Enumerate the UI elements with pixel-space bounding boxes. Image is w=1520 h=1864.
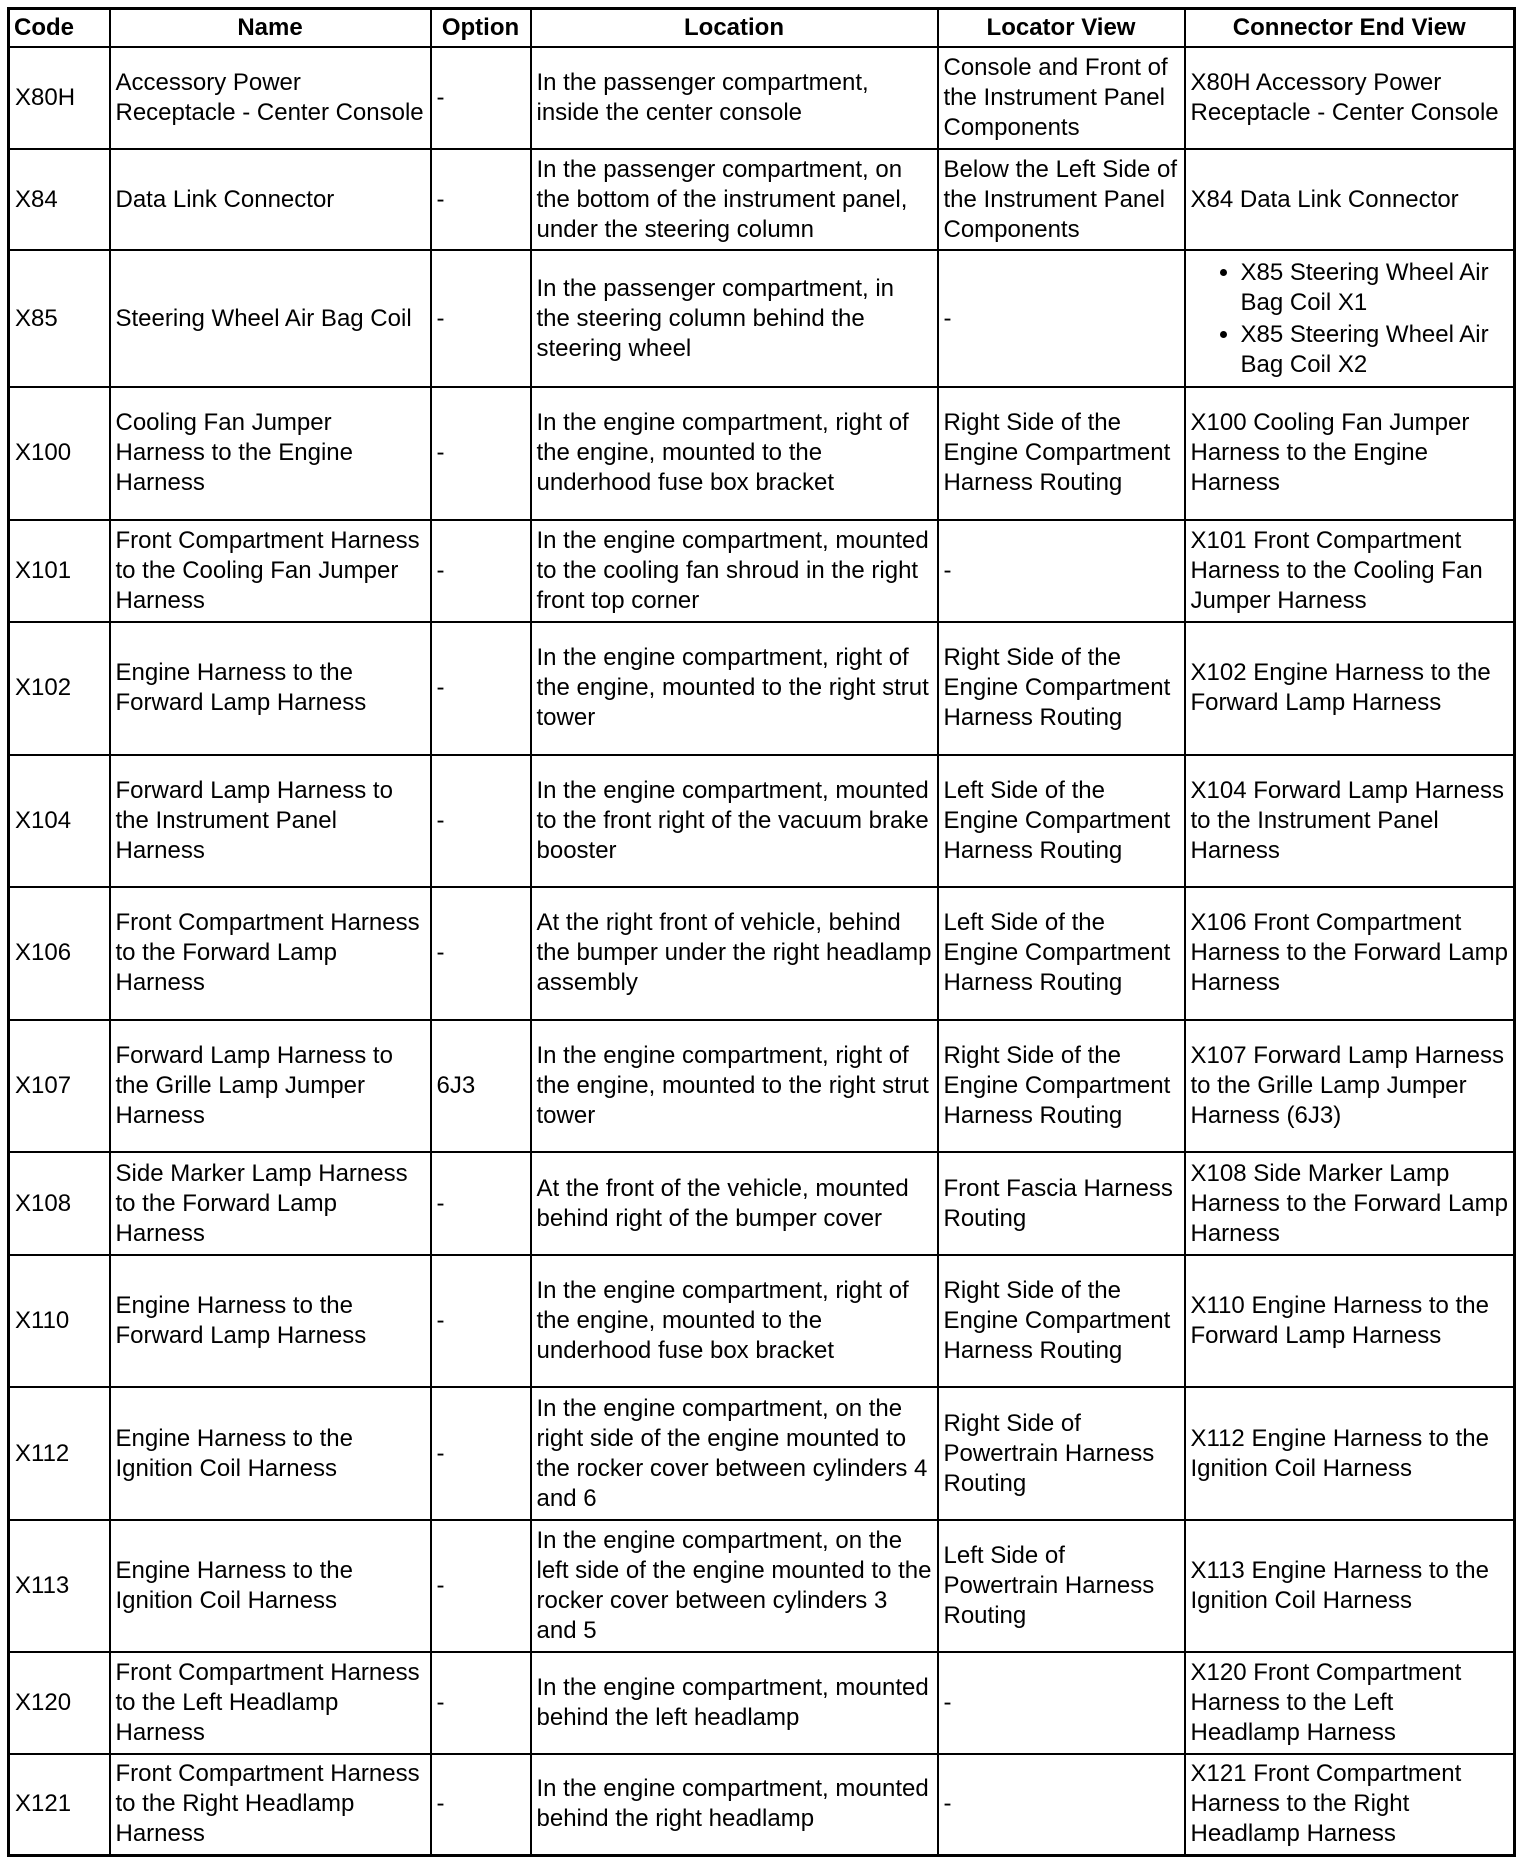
cell-locator-view: Right Side of the Engine Compartment Harness Routing bbox=[938, 1255, 1185, 1388]
cell-option: - bbox=[431, 1520, 531, 1653]
cell-connector-end-view: X110 Engine Harness to the Forward Lamp Harness bbox=[1185, 1255, 1515, 1388]
table-row bbox=[9, 149, 1515, 250]
cell-connector-end-view: X120 Front Compartment Harness to the Left Headlamp Harness bbox=[1185, 1652, 1515, 1753]
cell-connector-end-view: X108 Side Marker Lamp Harness to the Forward Lamp Harness bbox=[1185, 1152, 1515, 1254]
cell-location: In the engine compartment, on the left side of the engine mounted to the rocker cover between cylinders 3 and 5 bbox=[531, 1520, 938, 1653]
cell-name: Front Compartment Harness to the Cooling Fan Jumper Harness bbox=[110, 520, 431, 622]
cell-locator-view: Right Side of the Engine Compartment Harness Routing bbox=[938, 622, 1185, 755]
connector-table bbox=[7, 7, 1516, 1857]
cell-location: In the passenger compartment, on the bottom of the instrument panel, under the steering column bbox=[531, 149, 938, 250]
cell-name: Side Marker Lamp Harness to the Forward Lamp Harness bbox=[110, 1152, 431, 1254]
cell-location: At the right front of vehicle, behind the bumper under the right headlamp assembly bbox=[531, 887, 938, 1020]
cell-location: In the engine compartment, right of the engine, mounted to the right strut tower bbox=[531, 622, 938, 755]
cell-connector-end-view: X121 Front Compartment Harness to the Right Headlamp Harness bbox=[1185, 1754, 1515, 1856]
cell-locator-view: - bbox=[938, 1754, 1185, 1856]
header-name: Name bbox=[110, 9, 431, 47]
cell-locator-view: Right Side of the Engine Compartment Harness Routing bbox=[938, 1020, 1185, 1153]
cell-location: In the engine compartment, on the right side of the engine mounted to the rocker cover between cylinders 4 and 6 bbox=[531, 1387, 938, 1520]
table-row bbox=[9, 1652, 1515, 1753]
cell-name: Forward Lamp Harness to the Grille Lamp Jumper Harness bbox=[110, 1020, 431, 1153]
cell-code: X101 bbox=[9, 520, 110, 622]
cell-connector-end-view: X107 Forward Lamp Harness to the Grille Lamp Jumper Harness (6J3) bbox=[1185, 1020, 1515, 1153]
cell-connector-end-view: X102 Engine Harness to the Forward Lamp Harness bbox=[1185, 622, 1515, 755]
header-code: Code bbox=[9, 9, 110, 47]
cell-locator-view: - bbox=[938, 250, 1185, 387]
table-row bbox=[9, 1520, 1515, 1653]
cell-option: - bbox=[431, 1652, 531, 1753]
cell-locator-view: Left Side of the Engine Compartment Harness Routing bbox=[938, 887, 1185, 1020]
cell-name: Cooling Fan Jumper Harness to the Engine Harness bbox=[110, 387, 431, 520]
cell-connector-end-view bbox=[1185, 250, 1515, 387]
cell-option: - bbox=[431, 755, 531, 888]
cell-name: Engine Harness to the Forward Lamp Harness bbox=[110, 1255, 431, 1388]
cell-option: - bbox=[431, 387, 531, 520]
table-row bbox=[9, 1255, 1515, 1388]
cell-name: Accessory Power Receptacle - Center Console bbox=[110, 47, 431, 149]
header-locator-view: Locator View bbox=[938, 9, 1185, 47]
cell-code: X107 bbox=[9, 1020, 110, 1153]
cell-code: X120 bbox=[9, 1652, 110, 1753]
cell-connector-end-view: X80H Accessory Power Receptacle - Center Console bbox=[1185, 47, 1515, 149]
table-row bbox=[9, 1020, 1515, 1153]
cell-location: In the engine compartment, mounted to the cooling fan shroud in the right front top corner bbox=[531, 520, 938, 622]
cell-code: X112 bbox=[9, 1387, 110, 1520]
cell-location: In the engine compartment, right of the engine, mounted to the underhood fuse box bracket bbox=[531, 1255, 938, 1388]
cell-locator-view: - bbox=[938, 1652, 1185, 1753]
cell-code: X110 bbox=[9, 1255, 110, 1388]
header-connector-end-view: Connector End View bbox=[1185, 9, 1515, 47]
cell-option: - bbox=[431, 1255, 531, 1388]
header-row bbox=[9, 9, 1515, 47]
cell-locator-view: Right Side of the Engine Compartment Harness Routing bbox=[938, 387, 1185, 520]
header-option: Option bbox=[431, 9, 531, 47]
table-row bbox=[9, 755, 1515, 888]
cell-code: X106 bbox=[9, 887, 110, 1020]
cell-option: - bbox=[431, 47, 531, 149]
cell-location: In the engine compartment, right of the engine, mounted to the underhood fuse box bracket bbox=[531, 387, 938, 520]
cell-name: Forward Lamp Harness to the Instrument Panel Harness bbox=[110, 755, 431, 888]
cell-code: X100 bbox=[9, 387, 110, 520]
cell-code: X84 bbox=[9, 149, 110, 250]
cell-option: - bbox=[431, 149, 531, 250]
cell-locator-view: Left Side of Powertrain Harness Routing bbox=[938, 1520, 1185, 1653]
cell-connector-end-view: X104 Forward Lamp Harness to the Instrument Panel Harness bbox=[1185, 755, 1515, 888]
table-row bbox=[9, 250, 1515, 387]
cell-connector-end-view: X112 Engine Harness to the Ignition Coil Harness bbox=[1185, 1387, 1515, 1520]
cell-connector-end-view: X113 Engine Harness to the Ignition Coil Harness bbox=[1185, 1520, 1515, 1653]
cell-locator-view: - bbox=[938, 520, 1185, 622]
cell-locator-view: Left Side of the Engine Compartment Harness Routing bbox=[938, 755, 1185, 888]
cell-option: - bbox=[431, 520, 531, 622]
table-row bbox=[9, 47, 1515, 149]
table-row bbox=[9, 520, 1515, 622]
cell-connector-end-view: X106 Front Compartment Harness to the Forward Lamp Harness bbox=[1185, 887, 1515, 1020]
table-row bbox=[9, 622, 1515, 755]
cell-location: In the engine compartment, mounted behind the left headlamp bbox=[531, 1652, 938, 1753]
cell-option: - bbox=[431, 1754, 531, 1856]
cell-code: X121 bbox=[9, 1754, 110, 1856]
cell-name: Front Compartment Harness to the Left Headlamp Harness bbox=[110, 1652, 431, 1753]
cell-code: X102 bbox=[9, 622, 110, 755]
cell-option: - bbox=[431, 250, 531, 387]
cell-location: In the engine compartment, right of the engine, mounted to the right strut tower bbox=[531, 1020, 938, 1153]
cell-connector-end-view: X84 Data Link Connector bbox=[1185, 149, 1515, 250]
header-location: Location bbox=[531, 9, 938, 47]
cell-code: X113 bbox=[9, 1520, 110, 1653]
table-row bbox=[9, 1387, 1515, 1520]
table-row bbox=[9, 1754, 1515, 1856]
cell-name: Front Compartment Harness to the Right Headlamp Harness bbox=[110, 1754, 431, 1856]
cell-location: In the engine compartment, mounted behind the right headlamp bbox=[531, 1754, 938, 1856]
cell-location: At the front of the vehicle, mounted behind right of the bumper cover bbox=[531, 1152, 938, 1254]
cell-option: - bbox=[431, 887, 531, 1020]
cell-code: X85 bbox=[9, 250, 110, 387]
cell-locator-view: Right Side of Powertrain Harness Routing bbox=[938, 1387, 1185, 1520]
cell-connector-end-view: X100 Cooling Fan Jumper Harness to the Engine Harness bbox=[1185, 387, 1515, 520]
cell-code: X104 bbox=[9, 755, 110, 888]
cell-option: - bbox=[431, 1152, 531, 1254]
table-row bbox=[9, 887, 1515, 1020]
table-row bbox=[9, 387, 1515, 520]
cell-location: In the passenger compartment, inside the center console bbox=[531, 47, 938, 149]
cell-name: Data Link Connector bbox=[110, 149, 431, 250]
cell-locator-view: Below the Left Side of the Instrument Panel Components bbox=[938, 149, 1185, 250]
table-row bbox=[9, 1152, 1515, 1254]
cell-name: Front Compartment Harness to the Forward Lamp Harness bbox=[110, 887, 431, 1020]
cell-location: In the engine compartment, mounted to the front right of the vacuum brake booster bbox=[531, 755, 938, 888]
cell-code: X108 bbox=[9, 1152, 110, 1254]
cell-name: Engine Harness to the Ignition Coil Harness bbox=[110, 1387, 431, 1520]
connector-end-view-list bbox=[1191, 258, 1509, 380]
list-item: • X85 Steering Wheel Air Bag Coil X2 bbox=[1241, 320, 1509, 380]
table-body bbox=[9, 47, 1515, 1856]
cell-option: - bbox=[431, 622, 531, 755]
cell-name: Engine Harness to the Forward Lamp Harness bbox=[110, 622, 431, 755]
cell-option: 6J3 bbox=[431, 1020, 531, 1153]
cell-name: Steering Wheel Air Bag Coil bbox=[110, 250, 431, 387]
list-item: • X85 Steering Wheel Air Bag Coil X1 bbox=[1241, 258, 1509, 318]
cell-connector-end-view: X101 Front Compartment Harness to the Cooling Fan Jumper Harness bbox=[1185, 520, 1515, 622]
cell-locator-view: Front Fascia Harness Routing bbox=[938, 1152, 1185, 1254]
cell-location: In the passenger compartment, in the steering column behind the steering wheel bbox=[531, 250, 938, 387]
cell-option: - bbox=[431, 1387, 531, 1520]
cell-name: Engine Harness to the Ignition Coil Harness bbox=[110, 1520, 431, 1653]
cell-code: X80H bbox=[9, 47, 110, 149]
cell-locator-view: Console and Front of the Instrument Panel Components bbox=[938, 47, 1185, 149]
